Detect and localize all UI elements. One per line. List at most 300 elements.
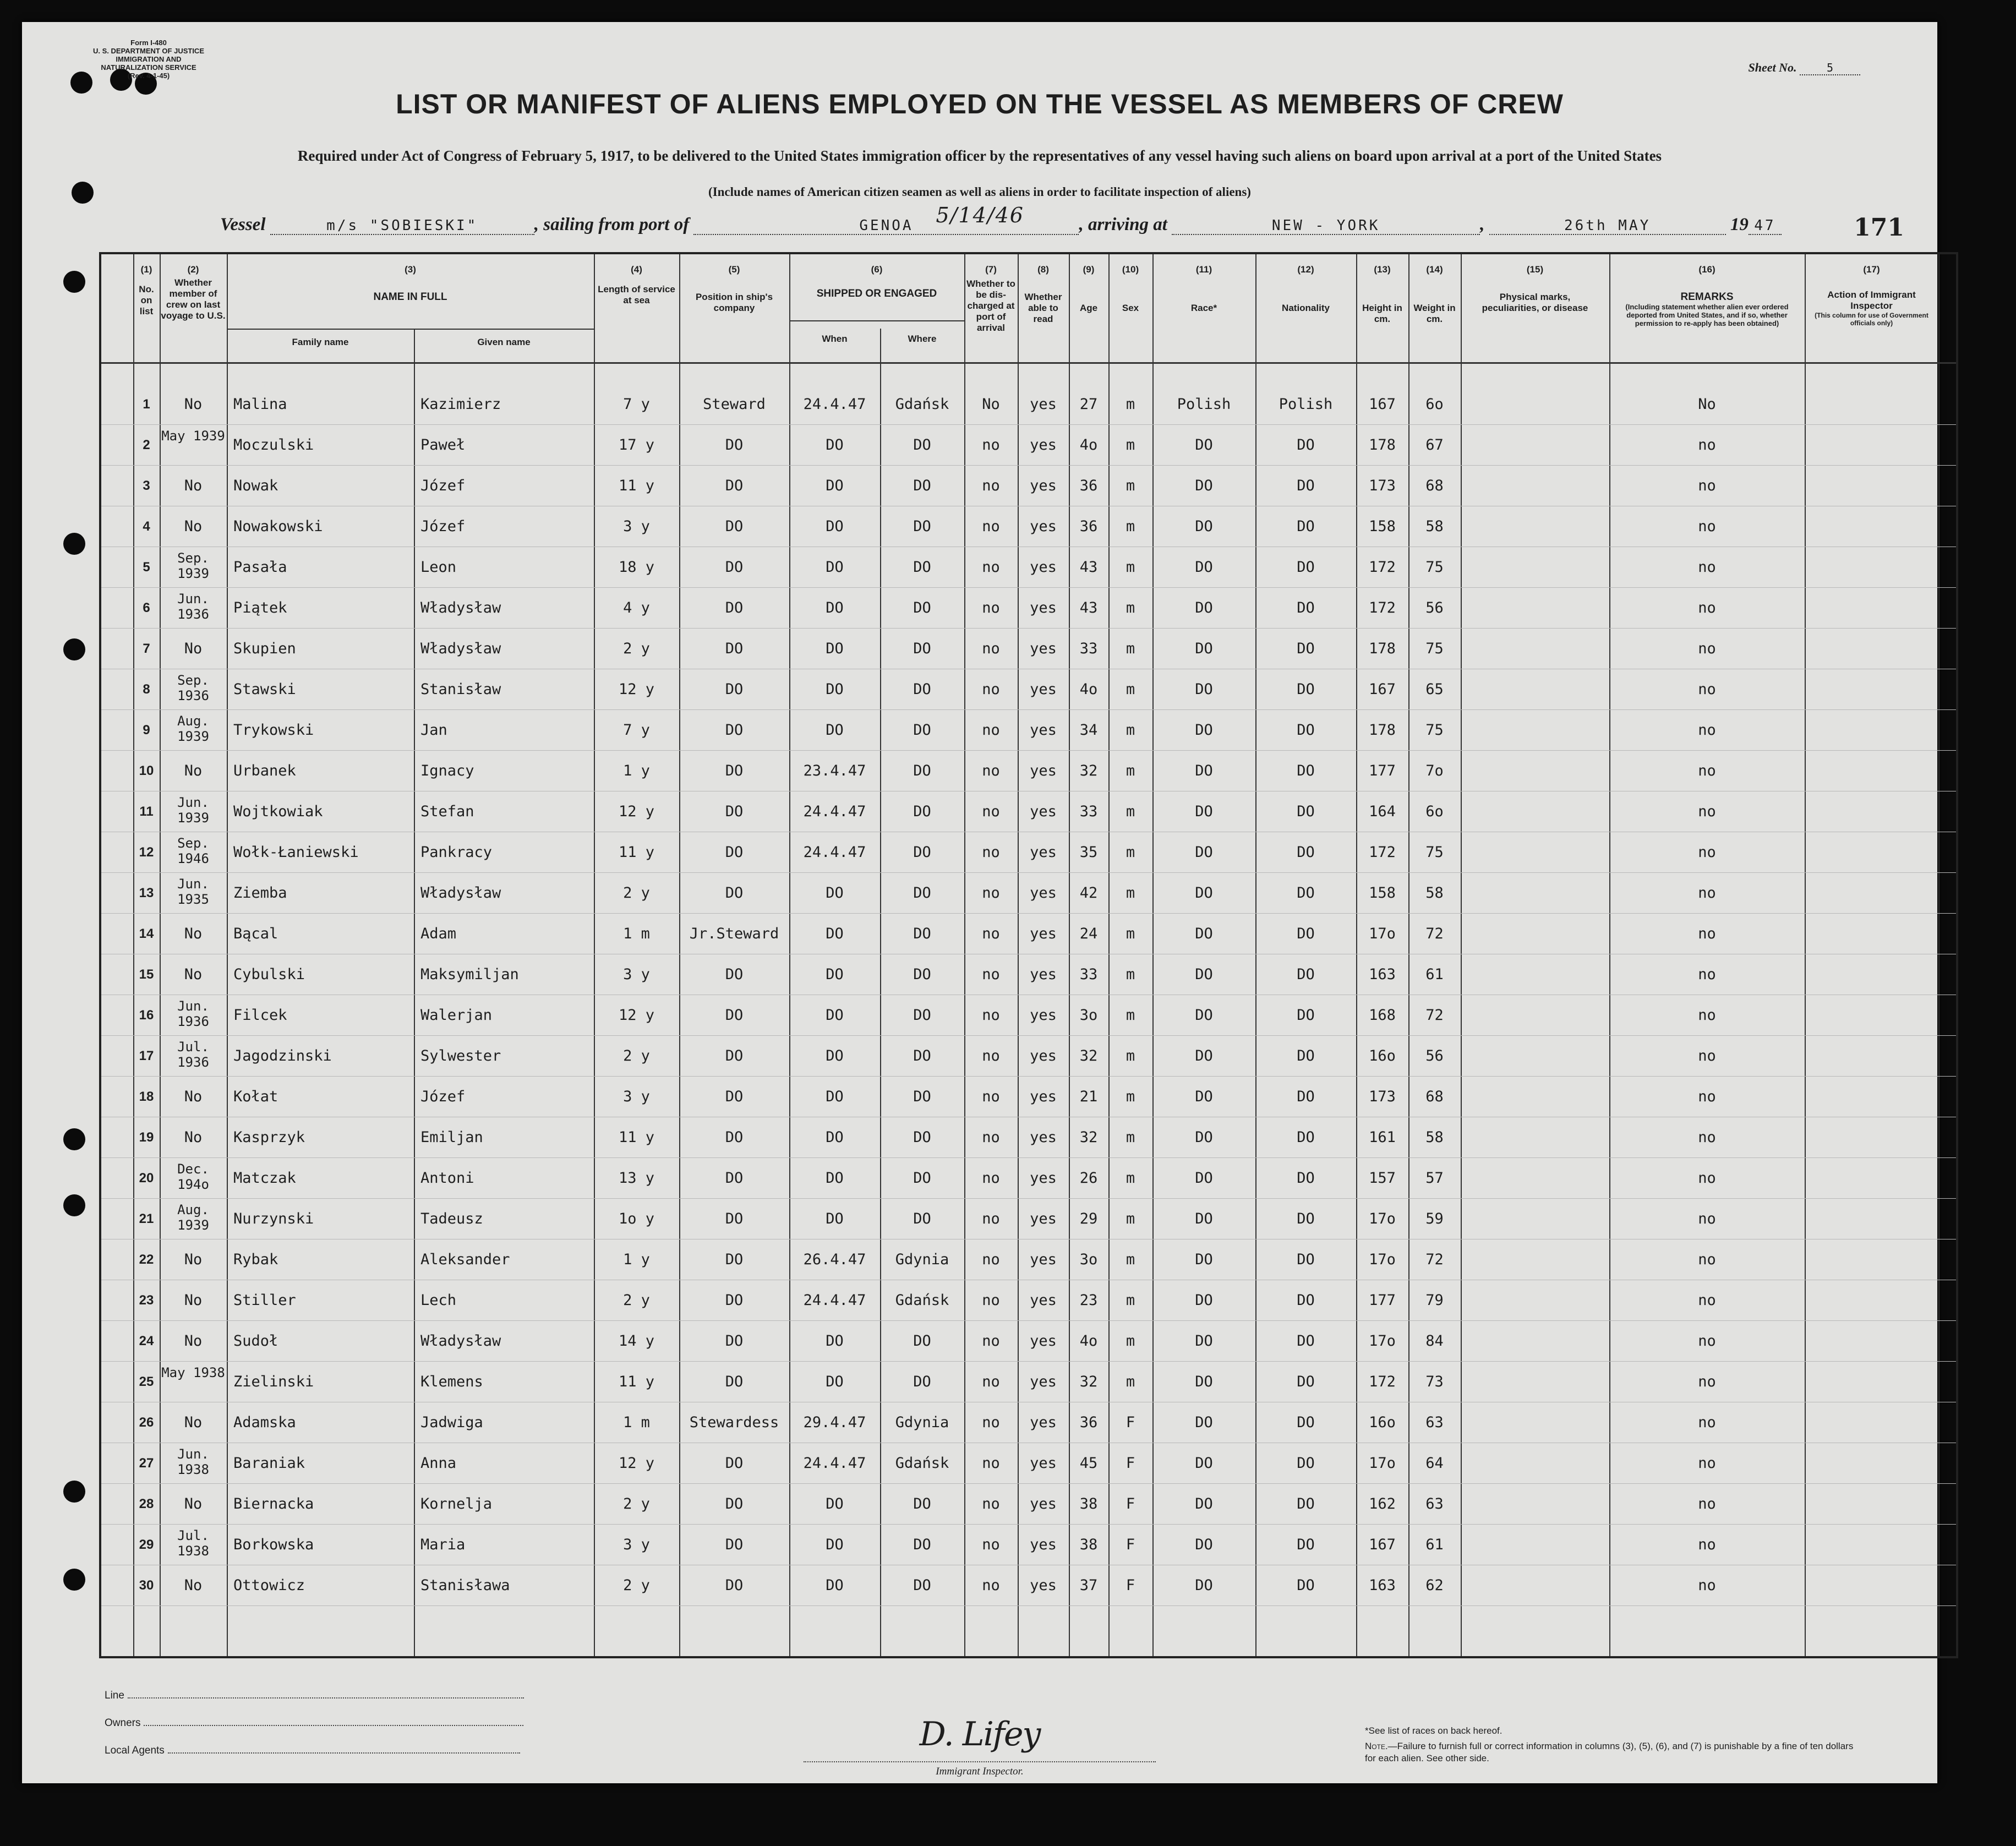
cell-nationality: DO xyxy=(1297,1292,1315,1309)
cell-given-name: Maksymiljan xyxy=(420,966,519,983)
arriving-port: NEW - YORK xyxy=(1172,217,1480,235)
cell-height: 163 xyxy=(1369,1577,1396,1594)
cell-length-of-service: 7 y xyxy=(623,396,650,413)
cell-weight: 58 xyxy=(1425,1129,1444,1146)
cell-prev-voyage: No xyxy=(184,477,203,494)
cell-prev-voyage: Dec. 194o xyxy=(177,1161,209,1192)
cell-family-name: Nowakowski xyxy=(233,518,323,535)
col-header-1: (1) No. on list xyxy=(139,264,154,316)
table-row xyxy=(101,710,1956,751)
cell-sex: m xyxy=(1126,1332,1135,1350)
cell-given-name: Anna xyxy=(420,1455,457,1472)
cell-given-name: Jan xyxy=(420,722,447,739)
cell-shipped-where: Gdynia xyxy=(895,1251,949,1268)
sailing-label: , sailing from port of xyxy=(534,215,690,234)
cell-nationality: DO xyxy=(1297,762,1315,779)
cell-family-name: Stawski xyxy=(233,681,296,698)
punch-hole xyxy=(63,1128,85,1150)
cell-age: 33 xyxy=(1079,640,1098,657)
cell-row-number: 4 xyxy=(143,519,150,534)
cell-shipped-when: 29.4.47 xyxy=(803,1414,866,1431)
cell-given-name: Paweł xyxy=(420,436,466,454)
cell-nationality: DO xyxy=(1297,844,1315,861)
cell-race: DO xyxy=(1195,966,1213,983)
cell-discharged: no xyxy=(982,1088,1000,1105)
cell-discharged: no xyxy=(982,1536,1000,1553)
cell-able-to-read: yes xyxy=(1030,1455,1057,1472)
page-title: LIST OR MANIFEST OF ALIENS EMPLOYED ON THE VESSEL AS MEMBERS OF CREW xyxy=(396,89,1564,119)
cell-height: 178 xyxy=(1369,722,1396,739)
cell-age: 32 xyxy=(1079,1129,1098,1146)
cell-discharged: no xyxy=(982,1007,1000,1024)
cell-discharged: no xyxy=(982,1210,1000,1227)
punch-hole xyxy=(63,1569,85,1591)
cell-race: DO xyxy=(1195,803,1213,820)
cell-shipped-when: DO xyxy=(826,681,844,698)
cell-row-number: 8 xyxy=(143,682,150,697)
col-header-8: (8) Whether able to read xyxy=(1024,264,1062,324)
cell-height: 17o xyxy=(1369,1210,1396,1227)
cell-race: DO xyxy=(1195,884,1213,902)
cell-family-name: Bącal xyxy=(233,925,278,942)
cell-family-name: Ottowicz xyxy=(233,1577,305,1594)
cell-length-of-service: 7 y xyxy=(623,722,650,739)
cell-shipped-where: DO xyxy=(913,681,931,698)
cell-remarks: no xyxy=(1698,1088,1716,1105)
cell-prev-voyage: Jun. 1938 xyxy=(177,1446,209,1477)
cell-weight: 6o xyxy=(1425,396,1444,413)
cell-nationality: DO xyxy=(1297,436,1315,454)
table-row xyxy=(101,1158,1956,1199)
cell-shipped-when: DO xyxy=(826,599,844,616)
cell-row-number: 7 xyxy=(143,641,150,656)
cell-race: DO xyxy=(1195,1332,1213,1350)
cell-row-number: 14 xyxy=(139,926,154,941)
cell-shipped-where: Gdańsk xyxy=(895,396,949,413)
cell-given-name: Klemens xyxy=(420,1373,483,1390)
cell-able-to-read: yes xyxy=(1030,803,1057,820)
cell-height: 17o xyxy=(1369,1251,1396,1268)
cell-prev-voyage: No xyxy=(184,1088,203,1105)
cell-position: DO xyxy=(725,966,744,983)
cell-row-number: 19 xyxy=(139,1130,154,1145)
cell-remarks: no xyxy=(1698,1332,1716,1350)
cell-position: DO xyxy=(725,1536,744,1553)
crew-table xyxy=(99,252,1958,1658)
cell-able-to-read: yes xyxy=(1030,518,1057,535)
cell-remarks: no xyxy=(1698,1129,1716,1146)
cell-given-name: Lech xyxy=(420,1292,457,1309)
cell-shipped-where: DO xyxy=(913,559,931,576)
cell-given-name: Józef xyxy=(420,477,466,494)
cell-discharged: no xyxy=(982,640,1000,657)
cell-remarks: no xyxy=(1698,1455,1716,1472)
include-text: (Include names of American citizen seamen as well as aliens in order to facilitate inspection of aliens) xyxy=(708,185,1251,199)
table-row xyxy=(101,914,1956,954)
vessel-line: Vessel m/s "SOBIESKI" , sailing from port of GENOA 5/14/46 , arriving at NEW - YORK , 26th MAY 19 47 171 xyxy=(220,203,1904,242)
cell-given-name: Władysław xyxy=(420,1332,501,1350)
cell-family-name: Urbanek xyxy=(233,762,296,779)
cell-race: DO xyxy=(1195,681,1213,698)
cell-race: DO xyxy=(1195,844,1213,861)
cell-sex: m xyxy=(1126,1210,1135,1227)
cell-discharged: no xyxy=(982,1373,1000,1390)
cell-nationality: DO xyxy=(1297,640,1315,657)
table-row xyxy=(101,466,1956,506)
cell-remarks: no xyxy=(1698,1577,1716,1594)
cell-shipped-where: DO xyxy=(913,436,931,454)
cell-prev-voyage: No xyxy=(184,1332,203,1350)
table-row xyxy=(101,1321,1956,1362)
table-row xyxy=(101,506,1956,547)
cell-row-number: 11 xyxy=(139,804,154,819)
cell-nationality: DO xyxy=(1297,884,1315,902)
punch-hole xyxy=(63,1194,85,1216)
cell-family-name: Ziemba xyxy=(233,884,287,902)
cell-position: DO xyxy=(725,1210,744,1227)
cell-weight: 64 xyxy=(1425,1455,1444,1472)
cell-weight: 75 xyxy=(1425,640,1444,657)
manifest-sheet xyxy=(22,22,1937,1783)
cell-discharged: no xyxy=(982,966,1000,983)
cell-height: 162 xyxy=(1369,1495,1396,1512)
cell-able-to-read: yes xyxy=(1030,722,1057,739)
cell-row-number: 1 xyxy=(143,397,150,412)
cell-height: 161 xyxy=(1369,1129,1396,1146)
cell-discharged: no xyxy=(982,884,1000,902)
cell-age: 36 xyxy=(1079,518,1098,535)
cell-nationality: DO xyxy=(1297,1088,1315,1105)
cell-sex: m xyxy=(1126,640,1135,657)
cell-remarks: no xyxy=(1698,436,1716,454)
cell-family-name: Jagodzinski xyxy=(233,1047,332,1064)
cell-shipped-when: 24.4.47 xyxy=(803,396,866,413)
cell-nationality: DO xyxy=(1297,518,1315,535)
cell-race: DO xyxy=(1195,599,1213,616)
cell-age: 3o xyxy=(1079,1007,1098,1024)
cell-discharged: no xyxy=(982,844,1000,861)
cell-row-number: 16 xyxy=(139,1008,154,1023)
cell-able-to-read: yes xyxy=(1030,1251,1057,1268)
col-header-when: When xyxy=(822,334,848,344)
cell-row-number: 6 xyxy=(143,600,150,615)
cell-weight: 72 xyxy=(1425,1007,1444,1024)
cell-height: 172 xyxy=(1369,559,1396,576)
cell-weight: 59 xyxy=(1425,1210,1444,1227)
cell-discharged: no xyxy=(982,1292,1000,1309)
cell-able-to-read: yes xyxy=(1030,1047,1057,1064)
cell-shipped-when: DO xyxy=(826,722,844,739)
col-header-14: (14) Weight in cm. xyxy=(1413,264,1456,324)
cell-given-name: Kazimierz xyxy=(420,396,501,413)
cell-nationality: DO xyxy=(1297,1251,1315,1268)
cell-weight: 61 xyxy=(1425,966,1444,983)
cell-age: 43 xyxy=(1079,599,1098,616)
cell-position: DO xyxy=(725,1455,744,1472)
cell-sex: F xyxy=(1126,1455,1135,1472)
cell-age: 3o xyxy=(1079,1251,1098,1268)
cell-position: DO xyxy=(725,1292,744,1309)
cell-discharged: no xyxy=(982,1251,1000,1268)
handwritten-date-note: 5/14/46 xyxy=(936,203,1024,227)
cell-weight: 58 xyxy=(1425,518,1444,535)
cell-nationality: DO xyxy=(1297,681,1315,698)
cell-family-name: Baraniak xyxy=(233,1455,305,1472)
cell-shipped-when: 24.4.47 xyxy=(803,803,866,820)
cell-prev-voyage: No xyxy=(184,518,203,535)
cell-weight: 57 xyxy=(1425,1170,1444,1187)
cell-able-to-read: yes xyxy=(1030,599,1057,616)
cell-shipped-when: 24.4.47 xyxy=(803,1455,866,1472)
cell-remarks: no xyxy=(1698,1007,1716,1024)
cell-shipped-where: DO xyxy=(913,1332,931,1350)
cell-family-name: Kasprzyk xyxy=(233,1129,305,1146)
cell-weight: 61 xyxy=(1425,1536,1444,1553)
cell-prev-voyage: Jun. 1936 xyxy=(177,998,209,1029)
table-row xyxy=(101,832,1956,873)
cell-row-number: 21 xyxy=(139,1211,154,1226)
cell-age: 36 xyxy=(1079,477,1098,494)
cell-weight: 62 xyxy=(1425,1577,1444,1594)
cell-weight: 75 xyxy=(1425,722,1444,739)
cell-shipped-where: DO xyxy=(913,1373,931,1390)
cell-position: DO xyxy=(725,1495,744,1512)
table-row xyxy=(101,873,1956,914)
col-header-16: (16) REMARKS (Including statement whether alien ever ordered deported from United States, and if so, whether permission to re-apply has been obtained) xyxy=(1625,264,1789,327)
cell-weight: 6o xyxy=(1425,803,1444,820)
cell-age: 4o xyxy=(1079,681,1098,698)
cell-prev-voyage: Jun. 1935 xyxy=(177,876,209,907)
cell-able-to-read: yes xyxy=(1030,1088,1057,1105)
cell-sex: F xyxy=(1126,1577,1135,1594)
cell-position: DO xyxy=(725,1577,744,1594)
cell-given-name: Pankracy xyxy=(420,844,493,861)
cell-family-name: Borkowska xyxy=(233,1536,314,1553)
cell-discharged: no xyxy=(982,436,1000,454)
cell-shipped-where: DO xyxy=(913,640,931,657)
cell-race: DO xyxy=(1195,1251,1213,1268)
cell-family-name: Piątek xyxy=(233,599,287,616)
table-row xyxy=(101,1525,1956,1565)
cell-height: 167 xyxy=(1369,396,1396,413)
cell-nationality: DO xyxy=(1297,803,1315,820)
cell-shipped-when: DO xyxy=(826,436,844,454)
cell-age: 34 xyxy=(1079,722,1098,739)
cell-shipped-when: 26.4.47 xyxy=(803,1251,866,1268)
vessel-label: Vessel xyxy=(220,215,266,234)
cell-able-to-read: yes xyxy=(1030,1495,1057,1512)
cell-row-number: 17 xyxy=(139,1048,154,1063)
cell-age: 33 xyxy=(1079,966,1098,983)
owners-field: Owners xyxy=(105,1717,523,1729)
cell-height: 168 xyxy=(1369,1007,1396,1024)
cell-prev-voyage: No xyxy=(184,1414,203,1431)
cell-weight: 65 xyxy=(1425,681,1444,698)
cell-age: 24 xyxy=(1079,925,1098,942)
table-row xyxy=(101,1077,1956,1117)
cell-prev-voyage: May 1939 xyxy=(161,428,225,444)
cell-height: 167 xyxy=(1369,1536,1396,1553)
cell-row-number: 23 xyxy=(139,1293,154,1308)
cell-remarks: no xyxy=(1698,803,1716,820)
cell-nationality: DO xyxy=(1297,477,1315,494)
cell-row-number: 27 xyxy=(139,1456,154,1471)
cell-given-name: Maria xyxy=(420,1536,466,1553)
cell-weight: 75 xyxy=(1425,844,1444,861)
cell-given-name: Władysław xyxy=(420,640,501,657)
cell-race: DO xyxy=(1195,1210,1213,1227)
cell-position: DO xyxy=(725,1251,744,1268)
cell-prev-voyage: No xyxy=(184,396,203,413)
cell-remarks: no xyxy=(1698,1170,1716,1187)
cell-nationality: DO xyxy=(1297,1047,1315,1064)
table-row xyxy=(101,1484,1956,1525)
cell-shipped-when: DO xyxy=(826,1536,844,1553)
cell-able-to-read: yes xyxy=(1030,925,1057,942)
cell-height: 17o xyxy=(1369,1455,1396,1472)
cell-position: DO xyxy=(725,599,744,616)
col-header-13: (13) Height in cm. xyxy=(1362,264,1402,324)
cell-weight: 58 xyxy=(1425,884,1444,902)
col-header-12: (12) Nationality xyxy=(1282,264,1330,313)
cell-height: 158 xyxy=(1369,884,1396,902)
cell-remarks: no xyxy=(1698,966,1716,983)
cell-family-name: Adamska xyxy=(233,1414,296,1431)
cell-age: 23 xyxy=(1079,1292,1098,1309)
cell-height: 16o xyxy=(1369,1047,1396,1064)
cell-race: DO xyxy=(1195,1577,1213,1594)
cell-shipped-where: DO xyxy=(913,844,931,861)
cell-sex: m xyxy=(1126,1170,1135,1187)
col-header-where: Where xyxy=(908,334,937,344)
cell-remarks: no xyxy=(1698,1414,1716,1431)
cell-discharged: no xyxy=(982,1332,1000,1350)
cell-nationality: DO xyxy=(1297,1495,1315,1512)
cell-position: DO xyxy=(725,722,744,739)
cell-nationality: DO xyxy=(1297,722,1315,739)
cell-remarks: no xyxy=(1698,1495,1716,1512)
cell-sex: m xyxy=(1126,884,1135,902)
table-row xyxy=(101,995,1956,1036)
cell-sex: m xyxy=(1126,1251,1135,1268)
cell-weight: 56 xyxy=(1425,1047,1444,1064)
cell-given-name: Leon xyxy=(420,559,457,576)
cell-length-of-service: 2 y xyxy=(623,1577,650,1594)
cell-race: DO xyxy=(1195,1414,1213,1431)
sailing-port xyxy=(693,203,1079,235)
year-value: 47 xyxy=(1749,217,1782,235)
cell-position: DO xyxy=(725,436,744,454)
cell-nationality: Polish xyxy=(1279,396,1333,413)
col-header-5: (5) Position in ship's company xyxy=(695,264,773,313)
cell-row-number: 5 xyxy=(143,560,150,575)
cell-given-name: Antoni xyxy=(420,1170,474,1187)
arrival-date: 26th MAY xyxy=(1489,217,1726,235)
cell-shipped-where: DO xyxy=(913,1210,931,1227)
cell-family-name: Matczak xyxy=(233,1170,296,1187)
footer xyxy=(105,1673,1921,1783)
col-header-6: (6) SHIPPED OR ENGAGED xyxy=(816,264,937,299)
cell-race: DO xyxy=(1195,1007,1213,1024)
cell-length-of-service: 2 y xyxy=(623,1292,650,1309)
cell-sex: m xyxy=(1126,396,1135,413)
cell-length-of-service: 12 y xyxy=(618,803,655,820)
cell-age: 42 xyxy=(1079,884,1098,902)
cell-shipped-when: DO xyxy=(826,1210,844,1227)
col-header-4: (4) Length of service at sea xyxy=(598,264,675,305)
cell-position: Jr.Steward xyxy=(689,925,779,942)
cell-sex: m xyxy=(1126,1292,1135,1309)
cell-shipped-where: DO xyxy=(913,1170,931,1187)
cell-shipped-when: DO xyxy=(826,1047,844,1064)
cell-able-to-read: yes xyxy=(1030,1170,1057,1187)
cell-shipped-when: DO xyxy=(826,1007,844,1024)
cell-able-to-read: yes xyxy=(1030,1577,1057,1594)
cell-discharged: no xyxy=(982,518,1000,535)
cell-given-name: Stanisława xyxy=(420,1577,510,1594)
cell-prev-voyage: No xyxy=(184,640,203,657)
cell-length-of-service: 2 y xyxy=(623,1495,650,1512)
cell-able-to-read: yes xyxy=(1030,396,1057,413)
cell-family-name: Filcek xyxy=(233,1007,287,1024)
cell-position: DO xyxy=(725,1373,744,1390)
cell-nationality: DO xyxy=(1297,559,1315,576)
vessel-name: m/s "SOBIESKI" xyxy=(270,217,534,235)
cell-shipped-where: DO xyxy=(913,762,931,779)
cell-nationality: DO xyxy=(1297,1577,1315,1594)
cell-sex: m xyxy=(1126,681,1135,698)
cell-race: DO xyxy=(1195,518,1213,535)
cell-prev-voyage: No xyxy=(184,1129,203,1146)
cell-shipped-when: DO xyxy=(826,1088,844,1105)
cell-shipped-when: 24.4.47 xyxy=(803,844,866,861)
cell-able-to-read: yes xyxy=(1030,1292,1057,1309)
cell-shipped-when: DO xyxy=(826,1495,844,1512)
cell-family-name: Wołk-Łaniewski xyxy=(233,844,359,861)
cell-nationality: DO xyxy=(1297,966,1315,983)
cell-shipped-when: DO xyxy=(826,518,844,535)
cell-sex: m xyxy=(1126,1373,1135,1390)
cell-position: DO xyxy=(725,681,744,698)
table-row xyxy=(101,629,1956,669)
cell-sex: m xyxy=(1126,925,1135,942)
cell-remarks: no xyxy=(1698,722,1716,739)
cell-shipped-when: DO xyxy=(826,925,844,942)
cell-given-name: Sylwester xyxy=(420,1047,501,1064)
cell-length-of-service: 2 y xyxy=(623,1047,650,1064)
table-row xyxy=(101,791,1956,832)
cell-shipped-where: DO xyxy=(913,722,931,739)
year-label: 19 xyxy=(1730,215,1749,234)
cell-shipped-where: DO xyxy=(913,1007,931,1024)
cell-length-of-service: 3 y xyxy=(623,518,650,535)
cell-position: DO xyxy=(725,640,744,657)
cell-able-to-read: yes xyxy=(1030,1332,1057,1350)
cell-shipped-where: DO xyxy=(913,599,931,616)
cell-row-number: 12 xyxy=(139,845,154,860)
cell-shipped-where: DO xyxy=(913,884,931,902)
cell-given-name: Jadwiga xyxy=(420,1414,483,1431)
cell-age: 32 xyxy=(1079,1373,1098,1390)
cell-weight: 7o xyxy=(1425,762,1444,779)
cell-height: 172 xyxy=(1369,844,1396,861)
cell-prev-voyage: Sep. 1936 xyxy=(177,673,209,703)
cell-remarks: no xyxy=(1698,762,1716,779)
cell-given-name: Ignacy xyxy=(420,762,474,779)
cell-family-name: Trykowski xyxy=(233,722,314,739)
cell-race: DO xyxy=(1195,1129,1213,1146)
cell-shipped-where: Gdynia xyxy=(895,1414,949,1431)
